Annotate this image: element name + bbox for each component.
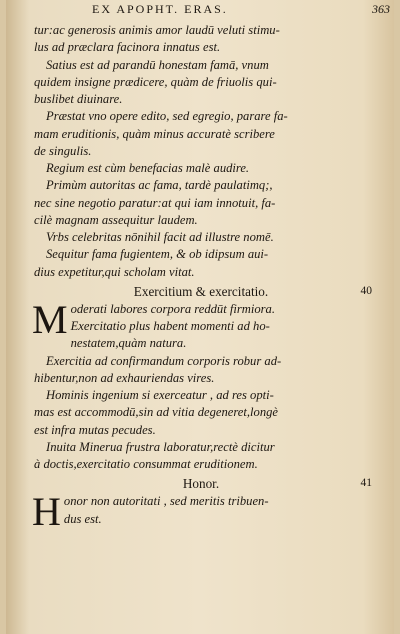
drop-cap: M — [32, 296, 68, 342]
text-line: cilè magnam assequitur laudem. — [34, 212, 198, 227]
text-line: nestatem,quàm natura. — [70, 336, 187, 351]
text-line: hibentur,non ad exhauriendas vires. — [34, 370, 215, 385]
text-line: buslibet diuinare. — [34, 92, 123, 106]
text-line: onor non autoritati , sed meritis tribuen- — [63, 494, 269, 509]
section-number: 41 — [360, 477, 372, 490]
section-heading-text: Exercitium & exercitatio. — [133, 283, 269, 299]
text-line: Satius est ad parandū honestam famā, vnum — [46, 57, 269, 72]
section-heading-text: Honor. — [182, 476, 220, 492]
text-line: Vrbs celebritas nōnihil facit ad illustre nomē. — [46, 230, 274, 244]
text-line: Præstat vno opere edito, sed egregio, parare fa- — [46, 109, 288, 124]
text-line: Exercitatio plus habent momenti ad ho- — [70, 319, 270, 333]
drop-cap: H — [32, 489, 61, 535]
running-title: EX APOPHT. ERAS. — [92, 2, 228, 16]
text-line: dus est. — [63, 511, 102, 526]
text-line: Hominis ingenium si exerceatur , ad res opti- — [46, 388, 274, 402]
page-text — [32, 22, 372, 535]
section-number: 40 — [360, 284, 372, 297]
text-line: nec sine negotio paratur:at qui iam innotuit, fa- — [34, 195, 276, 210]
page-number: 363 — [372, 2, 390, 16]
text-line: tur:ac generosis animis amor laudū veluti stimu- — [34, 23, 280, 37]
text-line: Exercitia ad confirmandum corporis robur ad- — [46, 353, 282, 368]
page-header — [0, 2, 400, 20]
text-line: quidem insigne prædicere, quàm de friuolis qui- — [34, 74, 277, 89]
text-line: à doctis,exercitatio consummat eruditionem. — [34, 457, 258, 471]
text-line: dius expetitur,qui scholam vitat. — [34, 264, 195, 279]
section-heading — [34, 282, 372, 301]
text-line: Inuita Minerua frustra laboratur,rectè dicitur — [46, 439, 275, 454]
text-line: oderati labores corpora reddūt firmiora. — [70, 301, 275, 316]
text-line: de singulis. — [34, 143, 92, 158]
text-line: mam eruditionis, quàm minus accuratè scribere — [34, 126, 275, 141]
text-line: mas est accommodū,sin ad vitia degeneret,longè — [34, 405, 279, 420]
text-line: est infra mutas pecudes. — [34, 422, 156, 437]
section-heading — [34, 474, 372, 493]
text-line: Regium est cùm benefacias malè audire. — [46, 161, 250, 175]
text-line: Primùm autoritas ac fama, tardè paulatimq;, — [46, 178, 273, 193]
text-line: Sequitur fama fugientem, & ob idipsum aui- — [46, 247, 269, 262]
text-line: lus ad præclara facinora innatus est. — [34, 40, 221, 55]
